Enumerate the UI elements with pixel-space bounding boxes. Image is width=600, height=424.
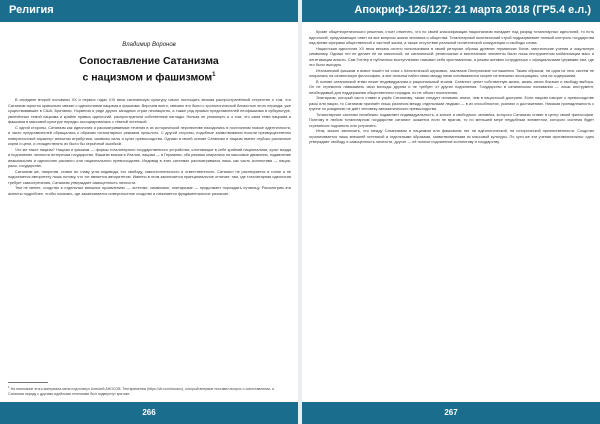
- issue-title: Апокриф-126/127: 21 марта 2018 (ГР5.4 е.л.): [354, 4, 591, 16]
- left-footer-bar: [0, 402, 298, 424]
- right-body-text: [309, 30, 594, 384]
- footnote: [8, 385, 290, 396]
- paragraph: Итальянский фашизм и вовсе пошёл на союз с Католической церковью, заключив Латеранские соглашения. Таким образом, ни одна из этих систем не опиралась на сатанинскую философию, а все попытки найти связь между ними основываются скорее на внешних ассоциациях, чем на содержании.: [309, 68, 594, 78]
- paragraph: В основе сатанинской этики лежит индивидуализм и рациональный эгоизм. Сатанист ценит собственную жизнь, жизнь своих близких и свободу выбора. Он не стремится навязывать свои взгляды другим и не требует от других подчинения. Государство в сатанинском понимании — лишь инструмент, необходимый для поддержания общественного порядка, но не объект поклонения.: [309, 79, 594, 95]
- page-number-right: 267: [444, 408, 458, 417]
- paragraph: В середине второй половины XX и первых годах XXI века сатанинскую культуру начал поглощать весьма распространённый стереотип о том, что Сатанизм скрытно крамольно связан с идеологиями нацизма и фашизма. Впрочем всего, связано это было с хронологической близостью этого периода: уже существовавшие в США, Британии, Норвегии и ряде других западных стран неонацисты, а также ряд прямых представителей неофашизма в субкультуре, увлечённых темой нацизма и крайне правых идеологий, распространяли собственные взгляды. Нельзя не упомянуть и о том, что сама тема нацизма и фашизма в массовой культуре нередко ассоциировалась с тёмной эстетикой.: [8, 98, 291, 124]
- left-header-bar: [0, 0, 298, 22]
- paragraph: Тем не менее, сходство в отдельных внешних проявлениях — эстетике, символике, элитаризме — продолжает порождать путаницу. Рассмотрим эти аспекты подробнее, чтобы показать, где заканчивается поверхностное сходство и начинается фундаментальное различие.: [8, 186, 291, 196]
- article-title-line2: [0, 68, 298, 85]
- paragraph: Итак, можно заключить, что между Сатанизмом и нацизмом или фашизмом нет ни идеологической, ни исторической преемственности. Сходство ограничивается лишь внешней эстетикой и отдельными образами, заимствованными из массовой культуры. По сути же эти учения противоположны: одно утверждает свободу и самоценность личности, другое — её полное подчинение коллективу и государству.: [309, 129, 594, 144]
- article-title: [0, 54, 298, 85]
- paragraph: Кроме общетеоретического решения, стоит отметить, что по своей классификации национализм попадает под разряд тоталитарных идеологий, то есть идеологий, предлагающих ответ на все вопросы жизни человека и общества. Тоталитарный политический строй подразумевает полный контроль государства над всеми сферами общественной и частной жизни, а также отсутствие реальной политической конкуренции и свободы слова.: [309, 30, 594, 45]
- right-footer-bar: [302, 402, 600, 424]
- article-title-line1: Сопоставление Сатанизма: [79, 55, 219, 67]
- left-body-text: [8, 98, 291, 374]
- footnote-divider: [8, 382, 48, 383]
- paragraph: Нацистская идеология XX века весьма охотно использовала в своей риторике образы древних германских богов, мистические учения и оккультную символику. Однако это не делает её ни языческой, ни сатанинской: религиозные и мистические элементы были лишь инструментом мобилизации масс и легитимации власти. Сам Гитлер в публичных выступлениях называл себя христианином, а режим активно сотрудничал с официальными церквями там, где это было выгодно.: [309, 46, 594, 67]
- title-footnote-mark[interactable]: 1: [212, 72, 216, 78]
- paragraph: Что же такое нацизм? Нацизм и фашизм — формы тоталитарного государственного устройства, сочетающие в себе крайний национализм, культ вождя и подчинение личности интересам государства. Фашизм возник в Италии, нацизм — в Германии; оба режима опирались на массовые движения, подавление инакомыслия и идеологию расового или национального превосходства. Индивид в этих системах рассматривался лишь как часть коллектива — нации, расы, государства.: [8, 147, 291, 168]
- paragraph: Тоталитарные системы неизбежно подавляют индивидуальность, а значит и свободного человека, которого Сатанизм ставит в центр своей философии. Поэтому в любом тоталитарном государстве сатанист окажется если не врагом, то по меньшей мере неудобным элементом, которого система будет стремиться подчинить или устранить.: [309, 112, 594, 128]
- section-title: Религия: [9, 4, 54, 16]
- article-title-line2-text: с нацизмом и фашизмом: [82, 71, 213, 84]
- left-page: [0, 22, 298, 424]
- right-page: [302, 22, 600, 424]
- footnote-text: На написание этого материала меня подтолкнул Алексей АНОСОВ. Тем временем (https://vk.com/anosov), который впервые поставил вопрос о сопоставлении, и Сатанизм наряду с другими идейными течениями был подвергнут критике.: [8, 387, 274, 396]
- paragraph: С одной стороны, Сатанизм как идеология и рассматриваемые течения в их исторической перспективе находились в постоянном поиске идентичности, и часть представителей обращалась к образам тоталитарных режимов прошлого. С другой стороны, подобные заимствования носили преимущественно поверхностный характер: внешняя атрибутика, символы силы и культ превосходства. Однако в своей основе Сатанизм и нацизм имеют глубоко различные корни и цели, и отождествлять их было бы серьёзной ошибкой.: [8, 125, 291, 146]
- paragraph: Сатанизм же, напротив, ставит во главу угла индивида, его свободу, самостоятельность и ответственность. Сатанист не растворяется в толпе и не подчиняется авторитету лишь потому, что тот является авторитетом. Именно в этом заключается принципиальное отличие: там, где тоталитарная идеология требует самоотречения, Сатанизм утверждает самоценность личности.: [8, 169, 291, 185]
- paragraph: Элитаризм, который часто ставят в упрёк Сатанизму, также следует понимать иначе, чем в нацистской доктрине. Если нацизм говорит о превосходстве расы или нации, то Сатанизм признаёт лишь различия между отдельными людьми — в их способностях, усилиях и достижениях. Никакая принадлежность к группе по рождению не даёт человеку автоматического превосходства.: [309, 96, 594, 111]
- article-author: Владимир Воронов: [122, 42, 176, 48]
- page-number-left: 266: [142, 408, 156, 417]
- right-header-bar: [302, 0, 600, 22]
- footnote-mark: 1: [8, 385, 10, 389]
